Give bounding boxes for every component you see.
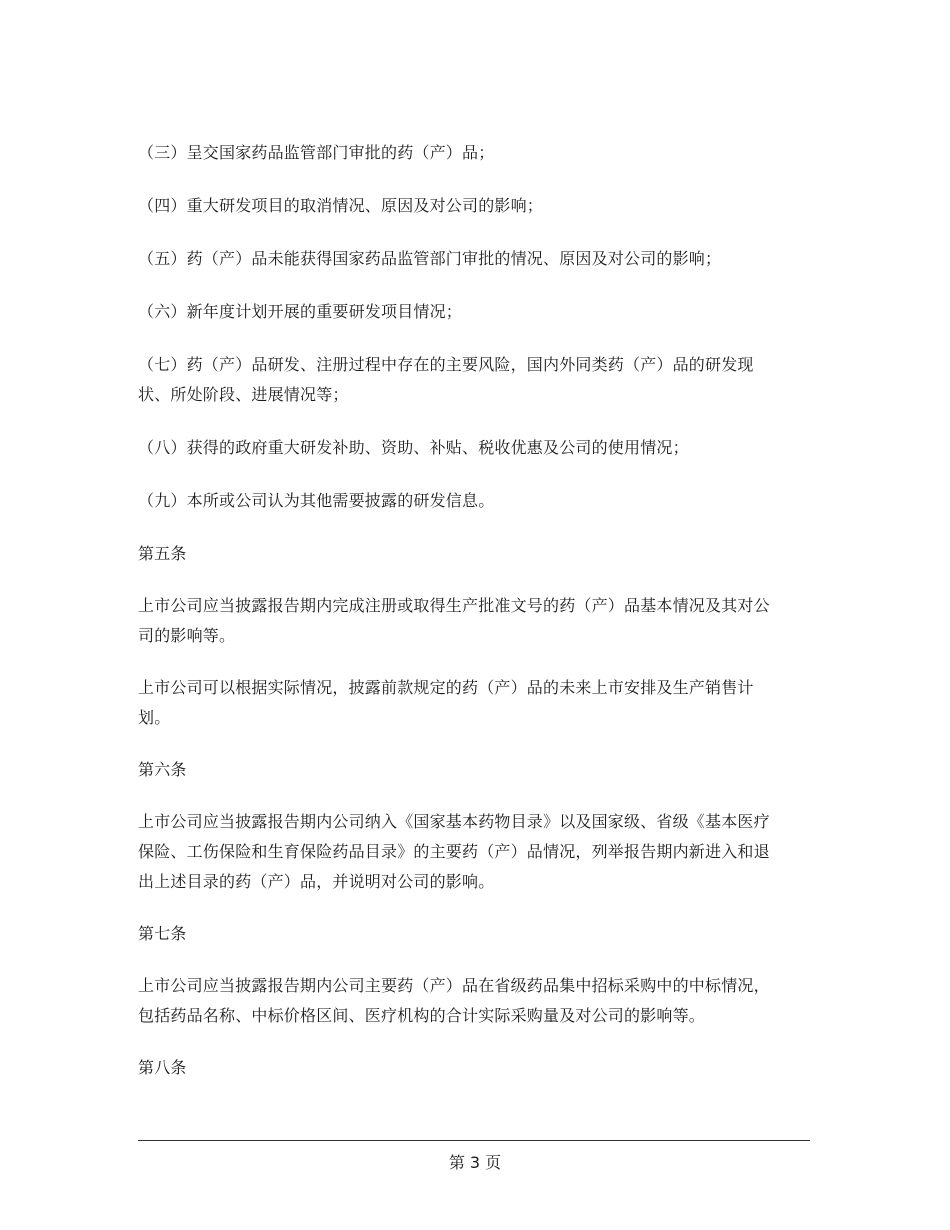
article-heading-6: 第六条 [138,760,187,779]
list-item-5: （五）药（产）品未能获得国家药品监管部门审批的情况、原因及对公司的影响； [138,249,722,268]
list-item-8: （八）获得的政府重大研发补助、资助、补贴、税收优惠及公司的使用情况； [138,438,689,457]
footer-divider [138,1140,810,1141]
article-heading-7: 第七条 [138,924,187,943]
article-6-paragraph-1: 上市公司应当披露报告期内公司纳入《国家基本药物目录》以及国家级、省级《基本医疗保险、工伤保险和生育保险药品目录》的主要药（产）品情况，列举报告期内新进入和退出上述目录的药（产）品，并说明对公司的影响。 [138,812,770,891]
list-item-3: （三）呈交国家药品监管部门审批的药（产）品； [138,143,495,162]
article-5-paragraph-1: 上市公司应当披露报告期内完成注册或取得生产批准文号的药（产）品基本情况及其对公司的影响等。 [138,596,770,645]
document-body [138,138,778,1105]
article-heading-8: 第八条 [138,1058,187,1077]
article-5-paragraph-2: 上市公司可以根据实际情况，披露前款规定的药（产）品的未来上市安排及生产销售计划。 [138,678,754,727]
list-item-4: （四）重大研发项目的取消情况、原因及对公司的影响； [138,196,544,215]
list-item-7: （七）药（产）品研发、注册过程中存在的主要风险，国内外同类药（产）品的研发现状、所处阶段、进展情况等； [138,355,754,404]
page-number: 第 3 页 [448,1153,502,1172]
list-item-9: （九）本所或公司认为其他需要披露的研发信息。 [138,491,495,510]
article-heading-5: 第五条 [138,544,187,563]
list-item-6: （六）新年度计划开展的重要研发项目情况； [138,302,463,321]
article-7-paragraph-1: 上市公司应当披露报告期内公司主要药（产）品在省级药品集中招标采购中的中标情况，包括药品名称、中标价格区间、医疗机构的合计实际采购量及对公司的影响等。 [138,976,770,1025]
